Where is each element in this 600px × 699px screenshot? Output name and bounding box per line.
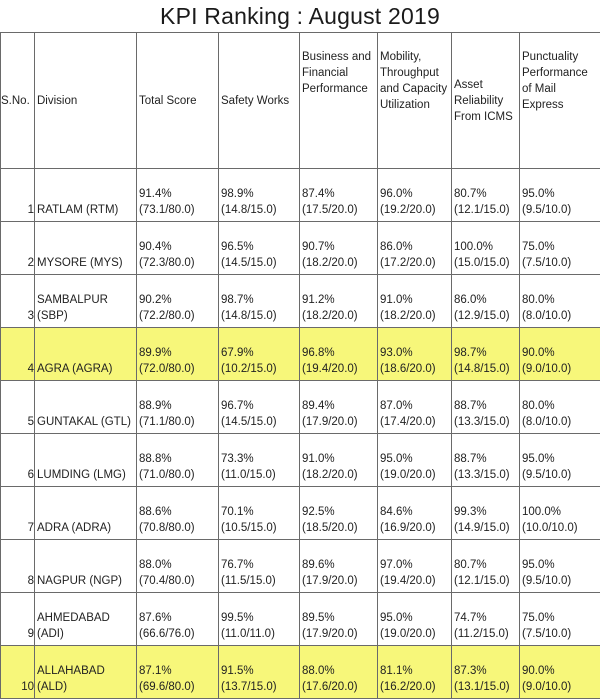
cell-score-ratio: (14.9/15.0): [454, 520, 517, 536]
cell-punctuality: [520, 222, 600, 275]
cell-score-ratio: (14.8/15.0): [221, 308, 297, 324]
cell-percent: 98.7%: [454, 345, 517, 361]
cell-percent: 74.7%: [454, 610, 517, 626]
cell-score-ratio: (14.5/15.0): [221, 255, 297, 271]
cell-score-ratio: (15.0/15.0): [454, 255, 517, 271]
column-header-asset-reliability: Asset Reliability From ICMS: [452, 33, 520, 169]
cell-percent: 88.6%: [139, 504, 216, 520]
cell-percent: 80.0%: [522, 398, 600, 414]
cell-asset-reliability: [452, 169, 520, 222]
cell-percent: 89.6%: [302, 557, 375, 573]
cell-percent: 87.0%: [380, 398, 449, 414]
cell-score-ratio: (17.6/20.0): [302, 679, 375, 695]
cell-percent: 92.5%: [302, 504, 375, 520]
cell-percent: 88.7%: [454, 398, 517, 414]
table-row: [1, 434, 600, 487]
cell-score-ratio: (71.0/80.0): [139, 467, 216, 483]
column-header-total-score: Total Score: [137, 33, 219, 169]
cell-total-score: [137, 540, 219, 593]
cell-total-score: [137, 275, 219, 328]
cell-business-financial: [300, 646, 378, 699]
cell-score-ratio: (12.9/15.0): [454, 308, 517, 324]
cell-business-financial: [300, 222, 378, 275]
cell-safety-works: [219, 434, 300, 487]
cell-safety-works: [219, 593, 300, 646]
row-serial-number: 7: [1, 487, 35, 540]
cell-score-ratio: (10.0/10.0): [522, 520, 600, 536]
cell-total-score: [137, 169, 219, 222]
cell-percent: 96.8%: [302, 345, 375, 361]
cell-percent: 96.0%: [380, 186, 449, 202]
table-row: [1, 487, 600, 540]
cell-total-score: [137, 593, 219, 646]
cell-score-ratio: (12.1/15.0): [454, 202, 517, 218]
row-serial-number: 3: [1, 275, 35, 328]
kpi-ranking-table: [0, 32, 600, 699]
cell-score-ratio: (17.5/20.0): [302, 202, 375, 218]
column-header-safety-works: Safety Works: [219, 33, 300, 169]
cell-score-ratio: (9.0/10.0): [522, 679, 600, 695]
cell-score-ratio: (19.2/20.0): [380, 202, 449, 218]
cell-score-ratio: (73.1/80.0): [139, 202, 216, 218]
cell-score-ratio: (17.9/20.0): [302, 414, 375, 430]
cell-percent: 75.0%: [522, 610, 600, 626]
cell-score-ratio: (71.1/80.0): [139, 414, 216, 430]
row-division: GUNTAKAL (GTL): [35, 381, 137, 434]
cell-punctuality: [520, 487, 600, 540]
cell-percent: 90.4%: [139, 239, 216, 255]
cell-safety-works: [219, 169, 300, 222]
cell-business-financial: [300, 275, 378, 328]
cell-percent: 88.8%: [139, 451, 216, 467]
cell-asset-reliability: [452, 434, 520, 487]
cell-percent: 93.0%: [380, 345, 449, 361]
cell-percent: 89.4%: [302, 398, 375, 414]
cell-safety-works: [219, 328, 300, 381]
cell-percent: 91.0%: [380, 292, 449, 308]
cell-score-ratio: (11.2/15.0): [454, 626, 517, 642]
row-division: RATLAM (RTM): [35, 169, 137, 222]
cell-percent: 97.0%: [380, 557, 449, 573]
cell-percent: 91.0%: [302, 451, 375, 467]
cell-score-ratio: (7.5/10.0): [522, 626, 600, 642]
row-serial-number: 5: [1, 381, 35, 434]
cell-percent: 91.2%: [302, 292, 375, 308]
cell-score-ratio: (19.4/20.0): [302, 361, 375, 377]
cell-percent: 87.3%: [454, 663, 517, 679]
cell-asset-reliability: [452, 381, 520, 434]
cell-asset-reliability: [452, 275, 520, 328]
cell-percent: 96.5%: [221, 239, 297, 255]
row-division: LUMDING (LMG): [35, 434, 137, 487]
cell-percent: 90.2%: [139, 292, 216, 308]
cell-score-ratio: (17.4/20.0): [380, 414, 449, 430]
cell-mobility: [378, 381, 452, 434]
cell-business-financial: [300, 169, 378, 222]
cell-percent: 88.0%: [139, 557, 216, 573]
column-header-business-financial: Business and Financial Performance: [300, 33, 378, 169]
cell-score-ratio: (18.2/20.0): [302, 255, 375, 271]
row-serial-number: 6: [1, 434, 35, 487]
cell-percent: 67.9%: [221, 345, 297, 361]
cell-punctuality: [520, 646, 600, 699]
row-serial-number: 4: [1, 328, 35, 381]
column-header-sno: S.No.: [1, 33, 35, 169]
row-serial-number: 2: [1, 222, 35, 275]
cell-score-ratio: (13.3/15.0): [454, 414, 517, 430]
cell-score-ratio: (8.0/10.0): [522, 308, 600, 324]
cell-score-ratio: (11.0/11.0): [221, 626, 297, 642]
cell-score-ratio: (14.8/15.0): [454, 361, 517, 377]
cell-score-ratio: (13.1/15.0): [454, 679, 517, 695]
table-body: [1, 169, 600, 699]
cell-score-ratio: (18.6/20.0): [380, 361, 449, 377]
cell-score-ratio: (14.8/15.0): [221, 202, 297, 218]
cell-percent: 84.6%: [380, 504, 449, 520]
row-serial-number: 1: [1, 169, 35, 222]
cell-percent: 73.3%: [221, 451, 297, 467]
cell-score-ratio: (70.4/80.0): [139, 573, 216, 589]
cell-score-ratio: (9.0/10.0): [522, 361, 600, 377]
cell-business-financial: [300, 487, 378, 540]
cell-total-score: [137, 381, 219, 434]
cell-score-ratio: (11.0/15.0): [221, 467, 297, 483]
cell-percent: 90.0%: [522, 345, 600, 361]
cell-total-score: [137, 646, 219, 699]
cell-total-score: [137, 222, 219, 275]
cell-business-financial: [300, 381, 378, 434]
table-row: [1, 593, 600, 646]
cell-asset-reliability: [452, 487, 520, 540]
page-title: KPI Ranking : August 2019: [0, 0, 600, 32]
cell-percent: 95.0%: [522, 451, 600, 467]
cell-safety-works: [219, 540, 300, 593]
cell-percent: 99.3%: [454, 504, 517, 520]
cell-percent: 99.5%: [221, 610, 297, 626]
cell-percent: 98.9%: [221, 186, 297, 202]
cell-score-ratio: (7.5/10.0): [522, 255, 600, 271]
cell-business-financial: [300, 593, 378, 646]
cell-asset-reliability: [452, 222, 520, 275]
cell-score-ratio: (10.2/15.0): [221, 361, 297, 377]
cell-mobility: [378, 328, 452, 381]
table-row: [1, 646, 600, 699]
cell-score-ratio: (18.5/20.0): [302, 520, 375, 536]
cell-score-ratio: (9.5/10.0): [522, 467, 600, 483]
cell-total-score: [137, 328, 219, 381]
cell-percent: 81.1%: [380, 663, 449, 679]
cell-punctuality: [520, 169, 600, 222]
cell-score-ratio: (72.0/80.0): [139, 361, 216, 377]
cell-safety-works: [219, 381, 300, 434]
cell-score-ratio: (18.2/20.0): [302, 308, 375, 324]
cell-asset-reliability: [452, 646, 520, 699]
cell-percent: 87.6%: [139, 610, 216, 626]
cell-percent: 87.4%: [302, 186, 375, 202]
row-division: SAMBALPUR (SBP): [35, 275, 137, 328]
row-division: ALLAHABAD (ALD): [35, 646, 137, 699]
cell-score-ratio: (17.2/20.0): [380, 255, 449, 271]
cell-punctuality: [520, 540, 600, 593]
cell-safety-works: [219, 222, 300, 275]
cell-mobility: [378, 540, 452, 593]
cell-percent: 95.0%: [522, 557, 600, 573]
cell-punctuality: [520, 328, 600, 381]
cell-score-ratio: (70.8/80.0): [139, 520, 216, 536]
cell-percent: 91.5%: [221, 663, 297, 679]
cell-score-ratio: (14.5/15.0): [221, 414, 297, 430]
cell-mobility: [378, 646, 452, 699]
table-row: [1, 328, 600, 381]
cell-safety-works: [219, 646, 300, 699]
cell-percent: 100.0%: [454, 239, 517, 255]
column-header-mobility: Mobility, Throughput and Capacity Utilization: [378, 33, 452, 169]
cell-mobility: [378, 487, 452, 540]
cell-mobility: [378, 222, 452, 275]
cell-percent: 75.0%: [522, 239, 600, 255]
cell-score-ratio: (17.9/20.0): [302, 573, 375, 589]
cell-percent: 89.9%: [139, 345, 216, 361]
cell-total-score: [137, 434, 219, 487]
row-serial-number: 9: [1, 593, 35, 646]
cell-percent: 90.7%: [302, 239, 375, 255]
cell-score-ratio: (9.5/10.0): [522, 573, 600, 589]
cell-asset-reliability: [452, 540, 520, 593]
cell-score-ratio: (13.7/15.0): [221, 679, 297, 695]
cell-percent: 80.7%: [454, 557, 517, 573]
cell-score-ratio: (13.3/15.0): [454, 467, 517, 483]
cell-score-ratio: (69.6/80.0): [139, 679, 216, 695]
column-header-punctuality: Punctuality Performance of Mail Express: [520, 33, 600, 169]
cell-score-ratio: (9.5/10.0): [522, 202, 600, 218]
cell-score-ratio: (12.1/15.0): [454, 573, 517, 589]
cell-percent: 89.5%: [302, 610, 375, 626]
column-header-division: Division: [35, 33, 137, 169]
cell-percent: 70.1%: [221, 504, 297, 520]
row-division: AHMEDABAD (ADI): [35, 593, 137, 646]
row-division: AGRA (AGRA): [35, 328, 137, 381]
cell-score-ratio: (72.3/80.0): [139, 255, 216, 271]
cell-mobility: [378, 275, 452, 328]
cell-percent: 88.7%: [454, 451, 517, 467]
cell-punctuality: [520, 434, 600, 487]
header-row: [1, 33, 600, 169]
cell-punctuality: [520, 275, 600, 328]
cell-mobility: [378, 169, 452, 222]
cell-percent: 95.0%: [380, 451, 449, 467]
table-row: [1, 540, 600, 593]
cell-percent: 95.0%: [380, 610, 449, 626]
cell-score-ratio: (16.2/20.0): [380, 679, 449, 695]
table-row: [1, 381, 600, 434]
cell-percent: 90.0%: [522, 663, 600, 679]
table-row: [1, 222, 600, 275]
cell-score-ratio: (18.2/20.0): [302, 467, 375, 483]
row-division: NAGPUR (NGP): [35, 540, 137, 593]
cell-percent: 87.1%: [139, 663, 216, 679]
cell-punctuality: [520, 381, 600, 434]
cell-score-ratio: (66.6/76.0): [139, 626, 216, 642]
cell-score-ratio: (8.0/10.0): [522, 414, 600, 430]
cell-score-ratio: (10.5/15.0): [221, 520, 297, 536]
cell-safety-works: [219, 487, 300, 540]
cell-total-score: [137, 487, 219, 540]
cell-mobility: [378, 434, 452, 487]
cell-score-ratio: (17.9/20.0): [302, 626, 375, 642]
cell-percent: 98.7%: [221, 292, 297, 308]
table-row: [1, 275, 600, 328]
cell-score-ratio: (11.5/15.0): [221, 573, 297, 589]
table-row: [1, 169, 600, 222]
cell-percent: 95.0%: [522, 186, 600, 202]
cell-business-financial: [300, 328, 378, 381]
cell-safety-works: [219, 275, 300, 328]
cell-score-ratio: (16.9/20.0): [380, 520, 449, 536]
cell-percent: 100.0%: [522, 504, 600, 520]
cell-asset-reliability: [452, 328, 520, 381]
cell-percent: 86.0%: [380, 239, 449, 255]
cell-percent: 88.0%: [302, 663, 375, 679]
cell-mobility: [378, 593, 452, 646]
cell-punctuality: [520, 593, 600, 646]
row-division: MYSORE (MYS): [35, 222, 137, 275]
row-serial-number: 8: [1, 540, 35, 593]
cell-business-financial: [300, 434, 378, 487]
cell-business-financial: [300, 540, 378, 593]
row-serial-number: 10: [1, 646, 35, 699]
cell-percent: 76.7%: [221, 557, 297, 573]
cell-percent: 80.0%: [522, 292, 600, 308]
cell-percent: 86.0%: [454, 292, 517, 308]
cell-score-ratio: (19.4/20.0): [380, 573, 449, 589]
cell-percent: 96.7%: [221, 398, 297, 414]
cell-score-ratio: (18.2/20.0): [380, 308, 449, 324]
cell-percent: 91.4%: [139, 186, 216, 202]
cell-score-ratio: (19.0/20.0): [380, 467, 449, 483]
cell-percent: 80.7%: [454, 186, 517, 202]
cell-score-ratio: (19.0/20.0): [380, 626, 449, 642]
cell-asset-reliability: [452, 593, 520, 646]
row-division: ADRA (ADRA): [35, 487, 137, 540]
cell-percent: 88.9%: [139, 398, 216, 414]
cell-score-ratio: (72.2/80.0): [139, 308, 216, 324]
